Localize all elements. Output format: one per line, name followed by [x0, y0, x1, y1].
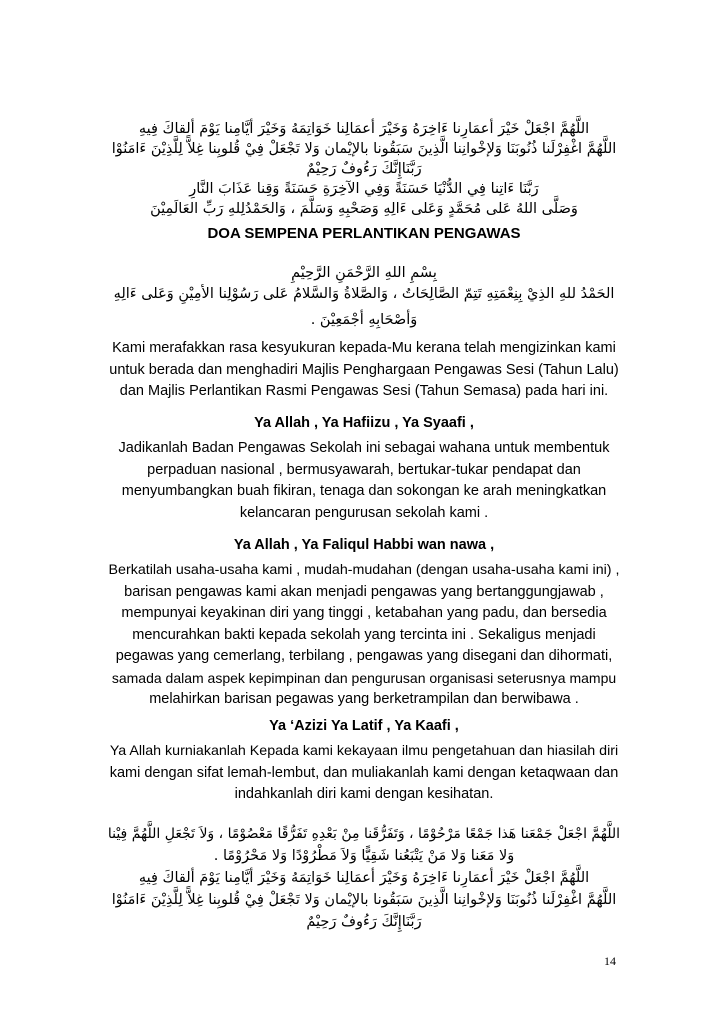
paragraph-line: indahkanlah diri kami dengan kesihatan. — [234, 786, 494, 802]
paragraph-line: barisan pengawas kami akan menjadi pengawas yang bertanggungjawab , — [124, 583, 604, 600]
paragraph-line: kami dengan sifat lemah-lembut, dan muliakanlah kami dengan ketaqwaan dan — [109, 764, 619, 781]
paragraph-line: kelancaran pengurusan sekolah kami . — [239, 504, 489, 521]
arabic-closing-line-3: اللَّهُمَّ اجْعَلْ خَيْرَ أعمَارِنا ءَاخِرَهُ وَخَيْرَ أعمَالِنا خَوَاتِمَهُ وَخَيْرَ أيَّامِنا يَوْمَ ألقاكَ فِيهِ — [138, 870, 590, 886]
paragraph-gratitude — [108, 338, 620, 403]
paragraph-line: pegawas yang cemerlang, terbilang , pengawas yang disegani dan dihormati, — [115, 648, 613, 664]
invocation-heading-1: Ya Allah , Ya Hafiizu , Ya Syaafi , — [254, 415, 474, 431]
arabic-intro-line-1: الحَمْدُ للهِ الذِيْ بِنِعْمَتِهِ تَتِمّ الصَّالِحَاتُ ، وَالصَّلاةُ وَالسَّلامُ عَلى رَسُوْلِنا الأمِيْنِ وَعَلى ءَالِهِ — [113, 286, 615, 302]
paragraph-line: Kami merafakkan rasa kesyukuran kepada-Mu kerana telah mengizinkan kami — [112, 340, 616, 356]
paragraph-line: dan Majlis Perlantikan Rasmi Pengawas Sesi (Tahun Semasa) pada hari ini. — [119, 383, 609, 399]
arabic-opening-line-4: رَبَّنَا ءَاتِنا فِي الدُّنْيَا حَسَنَةً وَفِي الآخِرَةِ حَسَنَةً وَقِنا عَذَابَ النَّارِ — [189, 181, 539, 197]
page-number: 14 — [604, 954, 616, 968]
paragraph-line: mencurahkan bakti kepada sekolah yang tercinta ini . Sekaligus menjadi — [132, 626, 596, 643]
paragraph-knowledge — [108, 741, 620, 806]
page-title: DOA SEMPENA PERLANTIKAN PENGAWAS — [207, 225, 521, 242]
invocation-heading-2: Ya Allah , Ya Faliqul Habbi wan nawa , — [233, 537, 495, 553]
paragraph-line: Jadikanlah Badan Pengawas Sekolah ini sebagai wahana untuk membentuk — [118, 440, 610, 456]
arabic-opening-line-1: اللَّهُمَّ اجْعَلْ خَيْرَ أعمَارِنا ءَاخِرَهُ وَخَيْرَ أعمَالِنا خَوَاتِمَهُ وَخَيْرَ أيَّامِنا يَوْمَ ألقاكَ فِيهِ — [138, 121, 590, 137]
invocation-heading-3: Ya ‘Azizi Ya Latif , Ya Kaafi , — [269, 718, 459, 734]
paragraph-line: samada dalam aspek kepimpinan dan pengurusan organisasi seterusnya mampu — [111, 669, 617, 686]
arabic-closing-line-5: رَبَّنَاإِنَّكَ رَءُوفٌ رَحِيْمٌ — [306, 914, 422, 930]
arabic-basmalah: بِسْمِ اللهِ الرَّحْمَنِ الرَّحِيْمِ — [291, 265, 437, 281]
arabic-opening-line-2: اللَّهُمَّ اغْفِرْلَنا ذُنُوبَنَا وَلإخْوانِنا الَّذِينَ سَبَقُونا بالإيْمان وَلا تَجْعَلْ فِيْ قُلوبِنا غِلاًّ لِلَّذِيْنَ ءَامَنُوْا — [111, 141, 617, 157]
arabic-closing-line-1: اللَّهُمَّ اجْعَلْ جَمْعَنا هَذا جَمْعًا مَرْحُوْمًا ، وَتَفَرُّقَنا مِنْ بَعْدِهِ تَفَرُّقًا مَعْصُوْمًا ، وَلاَ تَجْعَلِ اللَّهُمَّ فِيْنا — [107, 826, 620, 842]
paragraph-blessing — [108, 560, 620, 711]
paragraph-line: mempunyai keyakinan diri yang tinggi , ketabahan yang padu, dan bersedia — [121, 605, 607, 621]
arabic-closing-line-2: وَلا مَعَنا وَلا مَنْ يَتْبَعُنا شَقِيًّا وَلاَ مَطْرُوْدًا وَلا مَحْرُوْمًا . — [213, 848, 515, 864]
paragraph-line: untuk berada dan menghadiri Majlis Penghargaan Pengawas Sesi (Tahun Lalu) — [109, 361, 619, 378]
paragraph-line: perpaduan nasional , bermusyawarah, bertukar-tukar pendapat dan — [147, 461, 581, 478]
paragraph-unity — [108, 438, 620, 524]
paragraph-line: Ya Allah kurniakanlah Kepada kami kekayaan ilmu pengetahuan dan hiasilah diri — [109, 743, 619, 759]
paragraph-line: Berkatilah usaha-usaha kami , mudah-mudahan (dengan usaha-usaha kami ini) , — [108, 562, 620, 578]
paragraph-line: melahirkan barisan pegawas yang berketrampilan dan berwibawa . — [149, 691, 579, 707]
arabic-closing-line-4: اللَّهُمَّ اغْفِرْلَنا ذُنُوبَنَا وَلإخْوانِنا الَّذِينَ سَبَقُونا بالإيْمان وَلا تَجْعَلْ فِيْ قُلوبِنا غِلاًّ لِلَّذِيْنَ ءَامَنُوْا — [111, 892, 617, 908]
arabic-opening-line-5: وَصَلَّى اللهُ عَلى مُحَمَّدٍ وَعَلى ءَالِهِ وَصَحْبِهِ وَسَلَّمَ ، وَالحَمْدُلِلهِ رَبِّ العَالَمِيْنَ — [150, 201, 578, 217]
arabic-opening-line-3: رَبَّنَاإِنَّكَ رَءُوفٌ رَحِيْمٌ — [306, 161, 422, 177]
arabic-intro-line-2: وَأصْحَابِهِ أجْمَعِيْنَ . — [310, 312, 418, 328]
paragraph-line: menyumbangkan buah fikiran, tenaga dan sokongan ke arah meningkatkan — [121, 483, 607, 499]
